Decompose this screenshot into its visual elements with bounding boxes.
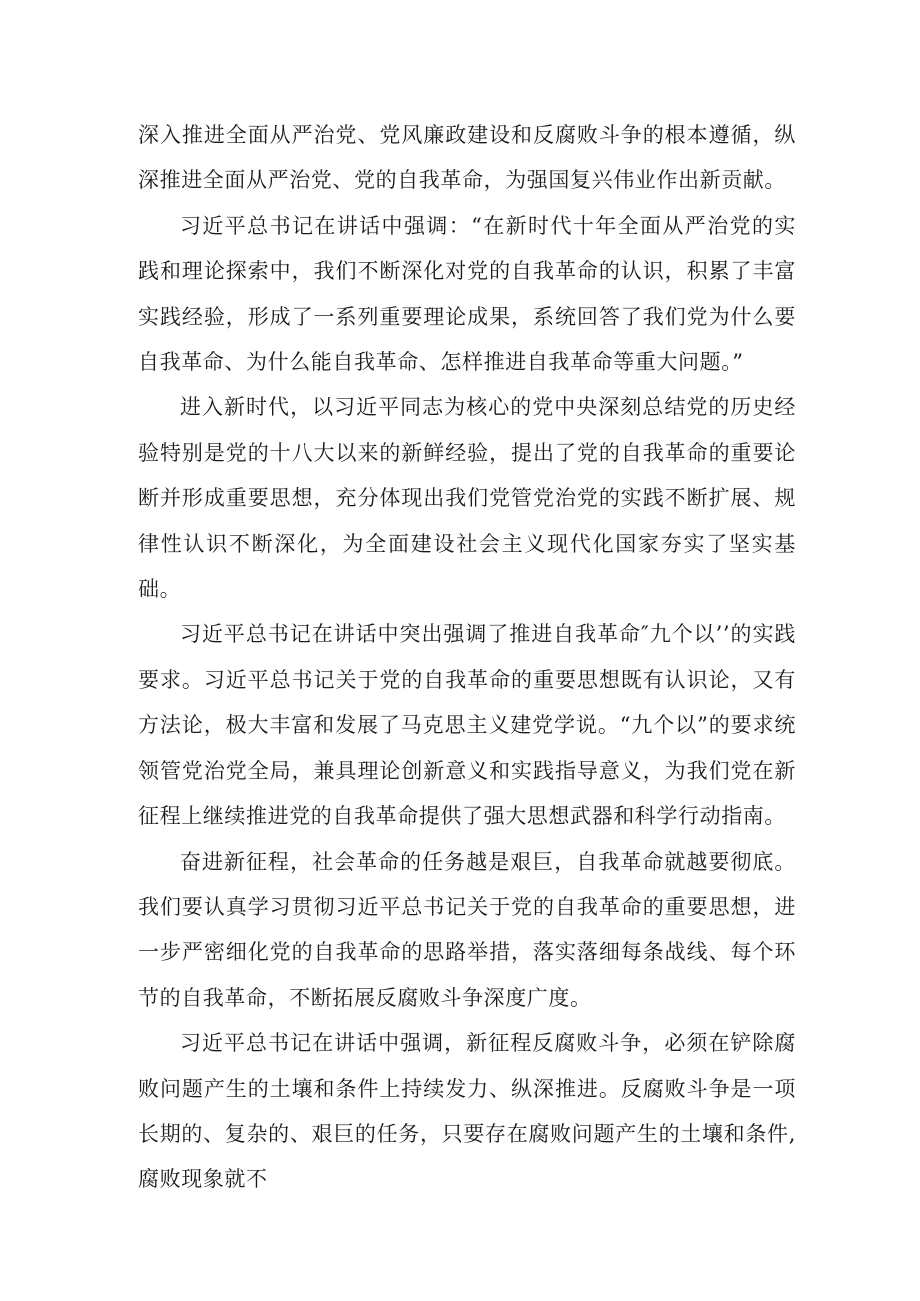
- document-body: [138, 113, 796, 1203]
- paragraph-speech-quote: 习近平总书记在讲话中强调：“在新时代十年全面从严治党的实践和理论探索中，我们不断深化对党的自我革命的认识，积累了丰富实践经验，形成了一系列重要理论成果，系统回答了我们党为什么要自我革命、为什么能自我革命、怎样推进自我革命等重大问题。”: [138, 213, 796, 375]
- paragraph-new-era: 进入新时代，以习近平同志为核心的党中央深刻总结党的历史经验特别是党的十八大以来的新鲜经验，提出了党的自我革命的重要论断并形成重要思想，充分体现出我们党管党治党的实践不断扩展、规律性认识不断深化，为全面建设社会主义现代化国家夯实了坚实基础。: [138, 395, 796, 602]
- paragraph-anti-corruption: 习近平总书记在讲话中强调，新征程反腐败斗争，必须在铲除腐败问题产生的土壤和条件上持续发力、纵深推进。反腐败斗争是一项长期的、复杂的、艰巨的任务，只要存在腐败问题产生的土壤和条件,腐败现象就不: [138, 1031, 796, 1192]
- paragraph-new-journey: 奋进新征程，社会革命的任务越是艰巨，自我革命就越要彻底。我们要认真学习贯彻习近平总书记关于党的自我革命的重要思想，进一步严密细化党的自我革命的思路举措，落实落细每条战线、每个环节的自我革命，不断拓展反腐败斗争深度广度。: [138, 849, 796, 1010]
- paragraph-nine-requirements: 习近平总书记在讲话中突出强调了推进自我革命″九个以’’的实践要求。习近平总书记关于党的自我革命的重要思想既有认识论，又有方法论，极大丰富和发展了马克思主义建党学说。“九个以”的要求统领管党治党全局，兼具理论创新意义和实践指导意义，为我们党在新征程上继续推进党的自我革命提供了强大思想武器和科学行动指南。: [138, 622, 796, 829]
- paragraph-continuation: 深入推进全面从严治党、党风廉政建设和反腐败斗争的根本遵循，纵深推进全面从严治党、党的自我革命，为强国复兴伟业作出新贡献。: [138, 123, 796, 193]
